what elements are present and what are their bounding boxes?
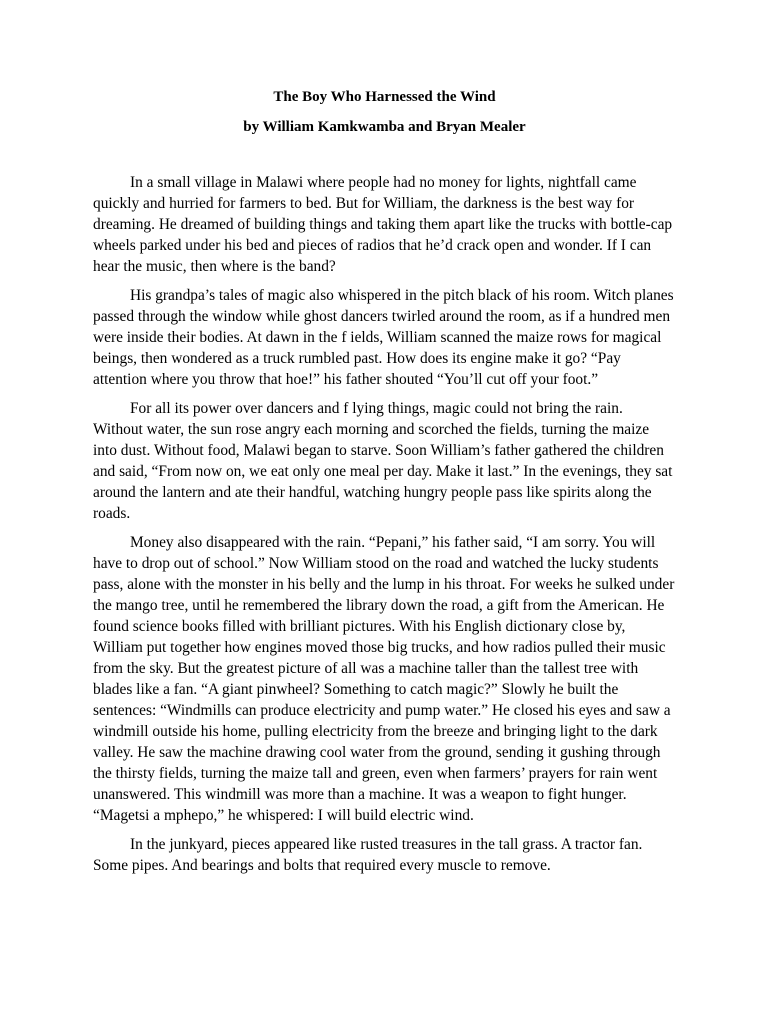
paragraph-4: Money also disappeared with the rain. “Pepani,” his father said, “I am sorry. You will have to drop out of school.” Now William stood on the road and watched the lucky students pass, alone with the monster in his belly and the lump in his throat. For weeks he sulked under the mango tree, until he remembered the library down the road, a gift from the American. He found science books filled with brilliant pictures. With his English dictionary close by, William put together how engines moved those big trucks, and how radios pulled their music from the sky. But the greatest picture of all was a machine taller than the tallest tree with blades like a fan. “A giant pinwheel? Something to catch magic?” Slowly he built the sentences: “Windmills can produce electricity and pump water.” He closed his eyes and saw a windmill outside his home, pulling electricity from the breeze and bringing light to the dark valley. He saw the machine drawing cool water from the ground, sending it gushing through the thirsty fields, turning the maize tall and green, even when farmers’ prayers for rain went unanswered. This windmill was more than a machine. It was a weapon to fight hunger. “Magetsi a mphepo,” he whispered: I will build electric wind.: [93, 534, 675, 824]
paragraph-1: In a small village in Malawi where people had no money for lights, nightfall came quickly and hurried for farmers to bed. But for William, the darkness is the best way for dreaming. He dreamed of building things and taking them apart like the trucks with bottle-cap wheels parked under his bed and pieces of radios that he’d crack open and wonder. If I can hear the music, then where is the band?: [93, 174, 673, 275]
document-body: [93, 172, 676, 876]
paragraph-5: In the junkyard, pieces appeared like rusted treasures in the tall grass. A tractor fan. Some pipes. And bearings and bolts that required every muscle to remove.: [93, 836, 643, 874]
paragraph-2: His grandpa’s tales of magic also whispered in the pitch black of his room. Witch planes passed through the window while ghost dancers twirled around the room, as if a hundred men were inside their bodies. At dawn in the f ields, William scanned the maize rows for magical beings, then wondered as a truck rumbled past. How does its engine make it go? “Pay attention where you throw that hoe!” his father shouted “You’ll cut off your foot.”: [93, 287, 674, 388]
paragraph-3: For all its power over dancers and f lying things, magic could not bring the rain. Without water, the sun rose angry each morning and scorched the fields, turning the maize into dust. Without food, Malawi began to starve. Soon William’s father gathered the children and said, “From now on, we eat only one meal per day. Make it last.” In the evenings, they sat around the lantern and ate their handful, watching hungry people pass like spirits along the roads.: [93, 400, 673, 522]
document-authors: by William Kamkwamba and Bryan Mealer: [243, 119, 526, 135]
document-title: The Boy Who Harnessed the Wind: [273, 89, 496, 105]
